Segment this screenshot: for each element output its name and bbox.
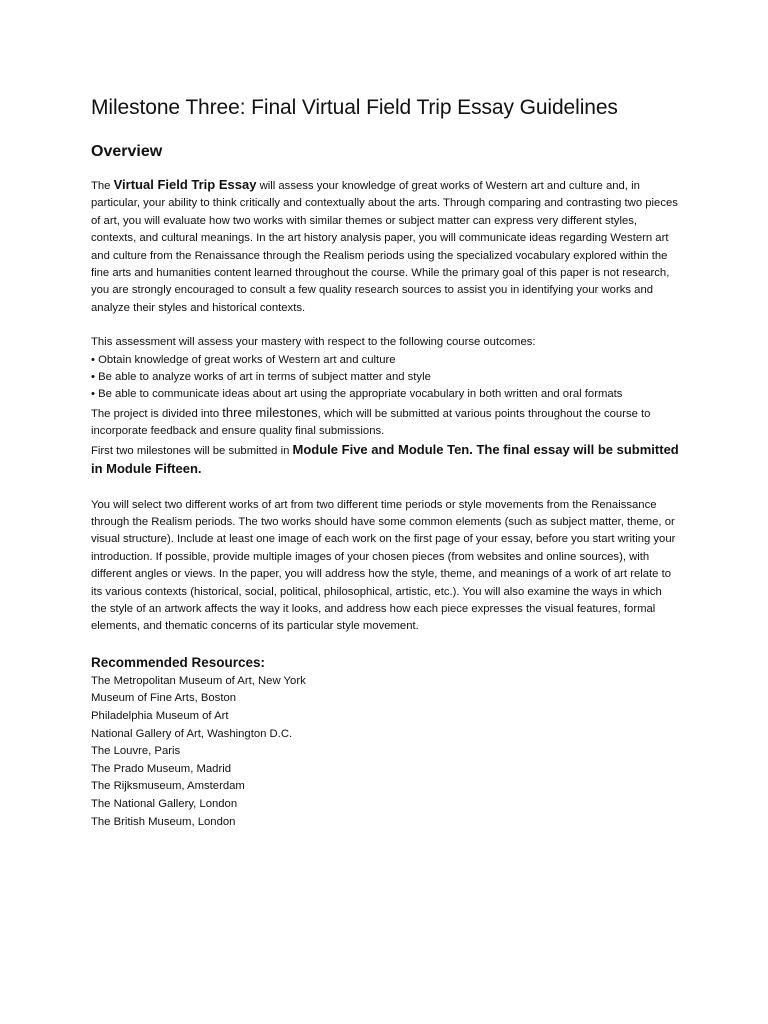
selection-paragraph: You will select two different works of art from two different time periods or style movements from the Renaissance through the Realism periods. The two works should have some common elements (such as subject matter, theme, or visual structure). Include at least one image of each work on the first page of your essay, before you start writing your introduction. If possible, provide multiple images of your chosen pieces (from websites and online sources), with different angles or views. In the paper, you will address how the style, theme, and meanings of a work of art relate to its various contexts (historical, social, political, philosophical, artistic, etc.). You will also examine the ways in which the style of an artwork affects the way it looks, and address how each piece expresses the visual features, formal elements, and thematic concerns of its particular style movement. — [91, 498, 676, 633]
milestones-pre: The project is divided into — [91, 407, 223, 420]
spacer — [91, 636, 680, 653]
resource-item: The Prado Museum, Madrid — [91, 762, 232, 775]
milestones-paragraph — [91, 404, 680, 441]
document-title: Milestone Three: Final Virtual Field Trip Essay Guidelines — [91, 96, 618, 119]
outcome-item: • Be able to analyze works of art in terms of subject matter and style — [91, 371, 431, 384]
milestones-emphasis: three milestones — [222, 404, 318, 420]
resource-item: The British Museum, London — [91, 815, 236, 828]
outcome-item: • Obtain knowledge of great works of Western art and culture — [91, 353, 396, 366]
submission-emphasis: Module Five and Module Ten. The final essay will be submitted in Module Fifteen. — [91, 441, 679, 477]
overview-paragraph — [91, 176, 680, 317]
resource-item: Philadelphia Museum of Art — [91, 709, 229, 722]
submission-pre: First two milestones will be submitted in — [91, 444, 293, 457]
milestones-post: , which will be submitted at various points throughout the course to incorporate feedback and ensure quality final submissions. — [91, 407, 651, 438]
resource-item: Museum of Fine Arts, Boston — [91, 692, 237, 705]
resource-item: The Louvre, Paris — [91, 745, 181, 758]
essay-name-emphasis: Virtual Field Trip Essay — [113, 177, 257, 192]
overview-heading: Overview — [91, 143, 163, 160]
overview-p1-pre: The — [91, 180, 114, 192]
resource-item: The National Gallery, London — [91, 797, 238, 810]
resource-item: The Metropolitan Museum of Art, New York — [91, 674, 306, 687]
submission-paragraph — [91, 441, 680, 480]
overview-p1-post: will assess your knowledge of great works of Western art and culture and, in particular, your ability to think critically and contextually about the arts. Through comparing and contrasting two pieces of art, you will evaluate how two works with similar themes or subject matter can express very different styles, contexts, and cultural meanings. In the art history analysis paper, you will communicate ideas regarding Western art and culture from the Renaissance through the Realism periods using the specialized vocabulary explored within the fine arts and humanities content learned throughout the course. While the primary goal of this paper is not research, you are strongly encouraged to consult a few quality research sources to assist you in identifying your works and analyze their styles and historical contexts. — [91, 180, 678, 314]
resource-item: The Rijksmuseum, Amsterdam — [91, 780, 245, 793]
resource-item: National Gallery of Art, Washington D.C. — [91, 727, 293, 740]
resources-list — [91, 673, 680, 831]
resources-heading: Recommended Resources: — [91, 654, 266, 670]
outcome-item: • Be able to communicate ideas about art using the appropriate vocabulary in both written and oral formats — [91, 388, 623, 401]
outcomes-intro: This assessment will assess your mastery with respect to the following course outcomes: — [91, 336, 536, 349]
spacer — [91, 480, 680, 497]
spacer — [91, 317, 680, 334]
